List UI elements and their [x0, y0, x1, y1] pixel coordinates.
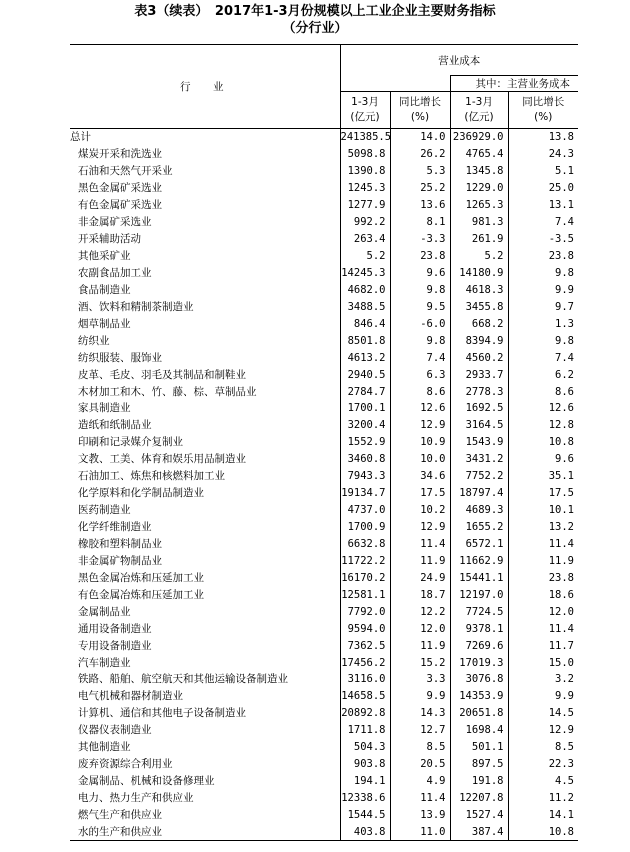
- main-cost-growth: 7.4: [508, 349, 578, 366]
- main-cost-value: 9378.1: [450, 620, 508, 637]
- industry-name: 燃气生产和供应业: [78, 808, 162, 821]
- industry-name: 计算机、通信和其他电子设备制造业: [78, 707, 246, 720]
- industry-name: 煤炭开采和洗选业: [78, 148, 162, 161]
- main-cost-growth: 12.6: [508, 400, 578, 417]
- industry-name: 木材加工和木、竹、藤、棕、草制品业: [78, 385, 257, 398]
- main-cost-value: 191.8: [450, 773, 508, 790]
- industry-name: 烟草制品业: [78, 317, 131, 330]
- main-cost-growth: 25.0: [508, 180, 578, 197]
- main-cost-growth: 24.3: [508, 146, 578, 163]
- industry-name: 纺织业: [78, 334, 110, 347]
- table-row: [70, 417, 578, 434]
- main-cost-value: 6572.1: [450, 536, 508, 553]
- revenue-cost-growth: 24.9: [390, 569, 450, 586]
- revenue-cost-header: 营业成本: [340, 45, 578, 76]
- main-cost-value: 1527.4: [450, 807, 508, 824]
- main-cost-growth: 8.6: [508, 383, 578, 400]
- table-body: [70, 129, 578, 841]
- table-subtitle: （分行业）: [282, 21, 348, 36]
- revenue-cost-value: 16170.2: [340, 569, 390, 586]
- main-cost-growth: 13.1: [508, 197, 578, 214]
- main-cost-growth: 11.9: [508, 552, 578, 569]
- table-row: [70, 536, 578, 553]
- revenue-cost-growth: 14.3: [390, 705, 450, 722]
- revenue-cost-growth: 12.6: [390, 400, 450, 417]
- main-cost-value: 387.4: [450, 823, 508, 840]
- revenue-cost-value: 5.2: [340, 248, 390, 265]
- main-cost-growth: 9.7: [508, 298, 578, 315]
- table-row: [70, 400, 578, 417]
- main-cost-value: 7269.6: [450, 637, 508, 654]
- revenue-cost-value: 3116.0: [340, 671, 390, 688]
- revenue-cost-value: 903.8: [340, 756, 390, 773]
- main-cost-growth: 10.8: [508, 434, 578, 451]
- main-cost-growth: 14.5: [508, 705, 578, 722]
- table-row: [70, 519, 578, 536]
- table-row: [70, 620, 578, 637]
- main-cost-value: 236929.0: [450, 129, 508, 146]
- main-cost-growth: 9.6: [508, 451, 578, 468]
- industry-name: 废弃资源综合利用业: [78, 758, 173, 771]
- industry-name: 有色金属矿采选业: [78, 199, 162, 212]
- industry-name: 总计: [70, 131, 91, 144]
- revenue-cost-value: 3488.5: [340, 298, 390, 315]
- industry-name: 其他采矿业: [78, 250, 131, 263]
- table-row: [70, 722, 578, 739]
- industry-name: 汽车制造业: [78, 656, 131, 669]
- main-cost-value: 5.2: [450, 248, 508, 265]
- main-cost-value: 897.5: [450, 756, 508, 773]
- main-cost-growth: 12.8: [508, 417, 578, 434]
- table-row: [70, 383, 578, 400]
- table-row: [70, 163, 578, 180]
- revenue-cost-growth: 8.5: [390, 739, 450, 756]
- revenue-cost-growth: 12.9: [390, 417, 450, 434]
- industry-name: 医药制造业: [78, 504, 131, 517]
- main-cost-growth: 22.3: [508, 756, 578, 773]
- revenue-cost-value: 2940.5: [340, 366, 390, 383]
- revenue-cost-value: 263.4: [340, 231, 390, 248]
- revenue-cost-growth: 12.0: [390, 620, 450, 637]
- main-business-cost-header: 其中：主营业务成本: [450, 76, 578, 92]
- main-cost-value: 2933.7: [450, 366, 508, 383]
- revenue-cost-growth: 17.5: [390, 485, 450, 502]
- revenue-cost-value: 17456.2: [340, 654, 390, 671]
- revenue-cost-value: 6632.8: [340, 536, 390, 553]
- industry-name: 铁路、船舶、航空航天和其他运输设备制造业: [78, 673, 288, 686]
- industry-name: 印刷和记录媒介复制业: [78, 436, 183, 449]
- revenue-cost-growth: 11.4: [390, 790, 450, 807]
- revenue-cost-value: 7792.0: [340, 603, 390, 620]
- industry-name: 金属制品业: [78, 605, 131, 618]
- growth-header-1: 同比增长 (%): [390, 92, 450, 129]
- main-cost-value: 1345.8: [450, 163, 508, 180]
- main-cost-value: 8394.9: [450, 332, 508, 349]
- revenue-cost-growth: 11.9: [390, 552, 450, 569]
- main-cost-growth: 4.5: [508, 773, 578, 790]
- period-header-2: 1-3月 (亿元): [450, 92, 508, 129]
- table-row: [70, 603, 578, 620]
- revenue-cost-growth: 3.3: [390, 671, 450, 688]
- main-cost-value: 1229.0: [450, 180, 508, 197]
- revenue-cost-value: 2784.7: [340, 383, 390, 400]
- revenue-cost-value: 12581.1: [340, 586, 390, 603]
- industry-name: 电力、热力生产和供应业: [78, 792, 194, 805]
- revenue-cost-value: 19134.7: [340, 485, 390, 502]
- main-cost-growth: 18.6: [508, 586, 578, 603]
- main-cost-value: 1692.5: [450, 400, 508, 417]
- table-row: [70, 654, 578, 671]
- industry-name: 仪器仪表制造业: [78, 724, 152, 737]
- table-row: [70, 248, 578, 265]
- table-row: [70, 197, 578, 214]
- table-row: [70, 298, 578, 315]
- industry-name: 文教、工美、体育和娱乐用品制造业: [78, 453, 246, 466]
- revenue-cost-growth: 12.7: [390, 722, 450, 739]
- revenue-cost-growth: 34.6: [390, 468, 450, 485]
- revenue-cost-value: 1277.9: [340, 197, 390, 214]
- revenue-cost-growth: 12.2: [390, 603, 450, 620]
- main-cost-value: 1698.4: [450, 722, 508, 739]
- table-row: [70, 756, 578, 773]
- table-row: [70, 281, 578, 298]
- revenue-cost-value: 14245.3: [340, 265, 390, 282]
- main-cost-growth: 1.3: [508, 315, 578, 332]
- revenue-cost-growth: 9.6: [390, 265, 450, 282]
- main-cost-growth: 35.1: [508, 468, 578, 485]
- table-row: [70, 468, 578, 485]
- revenue-cost-growth: 8.6: [390, 383, 450, 400]
- main-cost-value: 18797.4: [450, 485, 508, 502]
- revenue-cost-value: 1390.8: [340, 163, 390, 180]
- industry-name: 食品制造业: [78, 283, 131, 296]
- table-row: [70, 688, 578, 705]
- revenue-cost-growth: 26.2: [390, 146, 450, 163]
- industry-name: 石油和天然气开采业: [78, 165, 173, 178]
- revenue-cost-growth: 13.6: [390, 197, 450, 214]
- revenue-cost-value: 7943.3: [340, 468, 390, 485]
- revenue-cost-value: 4737.0: [340, 502, 390, 519]
- revenue-cost-value: 8501.8: [340, 332, 390, 349]
- industry-name: 黑色金属矿采选业: [78, 182, 162, 195]
- industry-name: 化学纤维制造业: [78, 521, 152, 534]
- revenue-cost-value: 4613.2: [340, 349, 390, 366]
- main-cost-value: 7724.5: [450, 603, 508, 620]
- table-row: [70, 231, 578, 248]
- revenue-cost-growth: -3.3: [390, 231, 450, 248]
- revenue-cost-growth: 8.1: [390, 214, 450, 231]
- main-cost-growth: 5.1: [508, 163, 578, 180]
- table-row: [70, 773, 578, 790]
- table-row: [70, 332, 578, 349]
- revenue-cost-value: 3460.8: [340, 451, 390, 468]
- main-cost-growth: 6.2: [508, 366, 578, 383]
- revenue-cost-growth: 5.3: [390, 163, 450, 180]
- table-row: [70, 790, 578, 807]
- revenue-cost-value: 12338.6: [340, 790, 390, 807]
- industry-name: 非金属矿采选业: [78, 216, 152, 229]
- main-cost-growth: 11.7: [508, 637, 578, 654]
- main-cost-growth: 12.9: [508, 722, 578, 739]
- main-cost-value: 3431.2: [450, 451, 508, 468]
- revenue-cost-value: 1700.1: [340, 400, 390, 417]
- revenue-cost-growth: 10.9: [390, 434, 450, 451]
- revenue-cost-growth: 12.9: [390, 519, 450, 536]
- revenue-cost-growth: 20.5: [390, 756, 450, 773]
- main-cost-value: 2778.3: [450, 383, 508, 400]
- table-row: [70, 552, 578, 569]
- table-row: [70, 315, 578, 332]
- table-row: [70, 434, 578, 451]
- table-row: [70, 180, 578, 197]
- main-cost-growth: 8.5: [508, 739, 578, 756]
- main-cost-value: 4689.3: [450, 502, 508, 519]
- revenue-cost-growth: 25.2: [390, 180, 450, 197]
- main-cost-growth: 17.5: [508, 485, 578, 502]
- industry-name: 有色金属冶炼和压延加工业: [78, 588, 204, 601]
- financial-indicators-table: [70, 44, 578, 841]
- main-cost-value: 1543.9: [450, 434, 508, 451]
- table-row: [70, 502, 578, 519]
- main-cost-value: 20651.8: [450, 705, 508, 722]
- revenue-cost-value: 5098.8: [340, 146, 390, 163]
- main-cost-value: 11662.9: [450, 552, 508, 569]
- main-cost-value: 14353.9: [450, 688, 508, 705]
- industry-name: 黑色金属冶炼和压延加工业: [78, 571, 204, 584]
- revenue-cost-growth: 10.2: [390, 502, 450, 519]
- table-row: [70, 586, 578, 603]
- main-cost-growth: 23.8: [508, 248, 578, 265]
- main-cost-growth: 23.8: [508, 569, 578, 586]
- main-cost-growth: 9.8: [508, 265, 578, 282]
- main-cost-growth: 12.0: [508, 603, 578, 620]
- main-cost-value: 4765.4: [450, 146, 508, 163]
- revenue-cost-value: 403.8: [340, 823, 390, 840]
- main-cost-growth: 10.1: [508, 502, 578, 519]
- main-cost-value: 3455.8: [450, 298, 508, 315]
- industry-name: 其他制造业: [78, 741, 131, 754]
- industry-name: 农副食品加工业: [78, 266, 152, 279]
- main-cost-value: 3164.5: [450, 417, 508, 434]
- growth-header-2: 同比增长 (%): [508, 92, 578, 129]
- main-cost-value: 12197.0: [450, 586, 508, 603]
- revenue-cost-growth: -6.0: [390, 315, 450, 332]
- revenue-cost-value: 1552.9: [340, 434, 390, 451]
- revenue-cost-growth: 4.9: [390, 773, 450, 790]
- revenue-cost-growth: 9.8: [390, 281, 450, 298]
- revenue-cost-growth: 9.8: [390, 332, 450, 349]
- revenue-cost-value: 241385.5: [340, 129, 390, 146]
- table-row: [70, 485, 578, 502]
- table-row: [70, 569, 578, 586]
- industry-name: 非金属矿物制品业: [78, 554, 162, 567]
- industry-name: 造纸和纸制品业: [78, 419, 152, 432]
- main-cost-growth: 7.4: [508, 214, 578, 231]
- revenue-cost-growth: 6.3: [390, 366, 450, 383]
- industry-header: 行 业: [70, 45, 340, 129]
- main-cost-growth: 15.0: [508, 654, 578, 671]
- revenue-cost-value: 11722.2: [340, 552, 390, 569]
- industry-name: 金属制品、机械和设备修理业: [78, 775, 215, 788]
- revenue-cost-value: 1711.8: [340, 722, 390, 739]
- main-cost-value: 4560.2: [450, 349, 508, 366]
- table-row: [70, 823, 578, 840]
- industry-name: 化学原料和化学制品制造业: [78, 487, 204, 500]
- industry-name: 开采辅助活动: [78, 233, 141, 246]
- main-cost-value: 981.3: [450, 214, 508, 231]
- main-cost-value: 1655.2: [450, 519, 508, 536]
- revenue-cost-growth: 11.9: [390, 637, 450, 654]
- revenue-cost-value: 4682.0: [340, 281, 390, 298]
- revenue-cost-value: 1700.9: [340, 519, 390, 536]
- revenue-cost-value: 20892.8: [340, 705, 390, 722]
- revenue-cost-value: 14658.5: [340, 688, 390, 705]
- industry-name: 通用设备制造业: [78, 622, 152, 635]
- main-cost-value: 12207.8: [450, 790, 508, 807]
- main-cost-growth: 11.4: [508, 620, 578, 637]
- revenue-cost-growth: 9.5: [390, 298, 450, 315]
- revenue-cost-value: 992.2: [340, 214, 390, 231]
- main-cost-value: 501.1: [450, 739, 508, 756]
- industry-name: 皮革、毛皮、羽毛及其制品和制鞋业: [78, 368, 246, 381]
- main-cost-growth: 9.9: [508, 688, 578, 705]
- table-row: [70, 214, 578, 231]
- revenue-cost-value: 1544.5: [340, 807, 390, 824]
- main-cost-value: 4618.3: [450, 281, 508, 298]
- revenue-cost-value: 7362.5: [340, 637, 390, 654]
- main-cost-value: 261.9: [450, 231, 508, 248]
- revenue-cost-growth: 15.2: [390, 654, 450, 671]
- revenue-cost-growth: 9.9: [390, 688, 450, 705]
- revenue-cost-growth: 13.9: [390, 807, 450, 824]
- industry-name: 石油加工、炼焦和核燃料加工业: [78, 470, 225, 483]
- main-cost-growth: 9.9: [508, 281, 578, 298]
- industry-name: 纺织服装、服饰业: [78, 351, 162, 364]
- industry-name: 电气机械和器材制造业: [78, 690, 183, 703]
- main-cost-growth: 13.2: [508, 519, 578, 536]
- table-row: [70, 129, 578, 146]
- table-row: [70, 349, 578, 366]
- main-cost-value: 668.2: [450, 315, 508, 332]
- revenue-cost-value: 194.1: [340, 773, 390, 790]
- main-cost-growth: 11.2: [508, 790, 578, 807]
- main-cost-value: 14180.9: [450, 265, 508, 282]
- table-title: 表3（续表） 2017年1-3月份规模以上工业企业主要财务指标: [134, 4, 496, 19]
- main-cost-value: 7752.2: [450, 468, 508, 485]
- table-row: [70, 146, 578, 163]
- industry-name: 专用设备制造业: [78, 639, 152, 652]
- period-header-1: 1-3月 (亿元): [340, 92, 390, 129]
- revenue-cost-growth: 18.7: [390, 586, 450, 603]
- revenue-cost-growth: 11.0: [390, 823, 450, 840]
- main-cost-value: 15441.1: [450, 569, 508, 586]
- table-row: [70, 705, 578, 722]
- revenue-cost-growth: 7.4: [390, 349, 450, 366]
- industry-name: 橡胶和塑料制品业: [78, 537, 162, 550]
- main-cost-growth: 9.8: [508, 332, 578, 349]
- revenue-cost-value: 1245.3: [340, 180, 390, 197]
- industry-name: 水的生产和供应业: [70, 823, 340, 840]
- revenue-cost-value: 3200.4: [340, 417, 390, 434]
- main-cost-growth: 13.8: [508, 129, 578, 146]
- main-cost-value: 3076.8: [450, 671, 508, 688]
- table-row: [70, 807, 578, 824]
- table-row: [70, 671, 578, 688]
- main-cost-growth: 14.1: [508, 807, 578, 824]
- industry-name: 家具制造业: [78, 402, 131, 415]
- table-row: [70, 451, 578, 468]
- table-row: [70, 637, 578, 654]
- table-row: [70, 739, 578, 756]
- revenue-cost-value: 504.3: [340, 739, 390, 756]
- main-cost-value: 1265.3: [450, 197, 508, 214]
- table-row: [70, 265, 578, 282]
- industry-name: 酒、饮料和精制茶制造业: [78, 300, 194, 313]
- revenue-cost-growth: 10.0: [390, 451, 450, 468]
- revenue-cost-value: 9594.0: [340, 620, 390, 637]
- revenue-cost-growth: 23.8: [390, 248, 450, 265]
- revenue-cost-growth: 14.0: [390, 129, 450, 146]
- main-cost-growth: 11.4: [508, 536, 578, 553]
- table-row: [70, 366, 578, 383]
- main-cost-growth: -3.5: [508, 231, 578, 248]
- main-cost-growth: 3.2: [508, 671, 578, 688]
- main-cost-growth: 10.8: [508, 823, 578, 840]
- main-cost-value: 17019.3: [450, 654, 508, 671]
- revenue-cost-growth: 11.4: [390, 536, 450, 553]
- revenue-cost-value: 846.4: [340, 315, 390, 332]
